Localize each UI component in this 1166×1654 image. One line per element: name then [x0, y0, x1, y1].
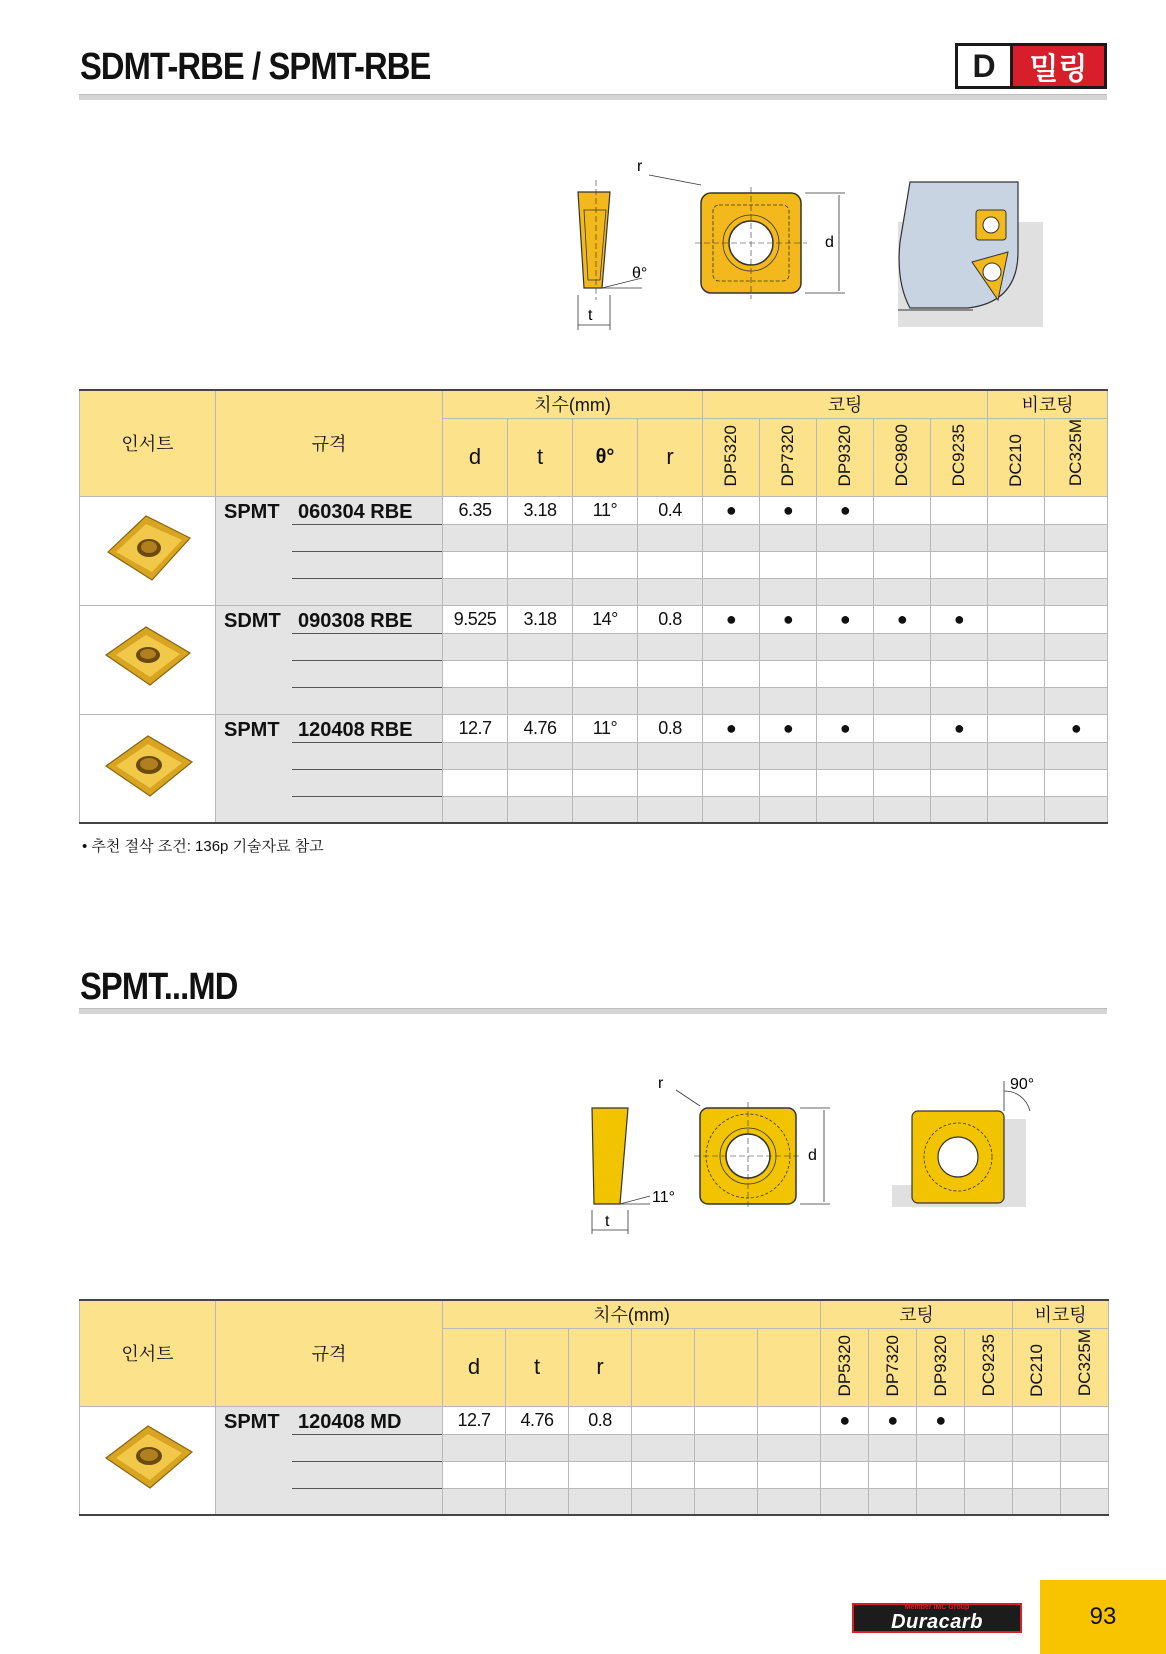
header-coated: 코팅: [821, 1300, 1013, 1328]
value-r: 0.8: [638, 714, 703, 742]
table-row: [80, 1406, 1109, 1434]
grade-dc9800: ●: [874, 605, 931, 633]
value-theta: 11°: [573, 496, 638, 524]
insert-side-view-diagram: [560, 180, 670, 340]
grade-dc210: [988, 714, 1045, 742]
grade-dc9235: [931, 496, 988, 524]
insert-top-view-diagram: [637, 155, 855, 300]
spec-table-rbe: [79, 389, 1108, 824]
header-t: t: [508, 418, 573, 496]
header-d: d: [443, 418, 508, 496]
value-d: 6.35: [443, 496, 508, 524]
header-dims: 치수(mm): [443, 1300, 821, 1328]
insert-image-sdmt-090308: [80, 605, 216, 714]
value-t: 4.76: [508, 714, 573, 742]
header-r: r: [638, 418, 703, 496]
grade-dc325m: [1061, 1406, 1109, 1434]
header-spec: 규격: [216, 390, 443, 496]
spec-code-row1: SPMT 060304 RBE: [216, 496, 443, 605]
spec-code-row3: SPMT 120408 RBE: [216, 714, 443, 823]
header-empty: [695, 1328, 758, 1406]
header-r: r: [569, 1328, 632, 1406]
table-row: [80, 714, 1108, 742]
table-row: [80, 605, 1108, 633]
grade-dc325m: [1045, 496, 1108, 524]
grade-dp7320: ●: [760, 496, 817, 524]
header-grade-dc9235: DC9235: [965, 1328, 1013, 1406]
grade-dc9800: [874, 714, 931, 742]
header-grade-dc325m: DC325M: [1045, 418, 1108, 496]
grade-dc210: [1013, 1406, 1061, 1434]
grade-dc9235: ●: [931, 605, 988, 633]
spec-code-row2: SDMT 090308 RBE: [216, 605, 443, 714]
header-grade-dp5320: DP5320: [703, 418, 760, 496]
insert-md-application-diagram: [890, 1075, 1035, 1235]
label-t: t: [588, 307, 593, 324]
grade-dc325m: [1045, 605, 1108, 633]
value-d: 12.7: [443, 1406, 506, 1434]
section2-rule: [79, 1008, 1107, 1014]
value-t: 3.18: [508, 605, 573, 633]
label-t: t: [605, 1213, 610, 1230]
grade-dp7320: ●: [869, 1406, 917, 1434]
value-d: 12.7: [443, 714, 508, 742]
grade-dc325m: ●: [1045, 714, 1108, 742]
grade-dp5320: ●: [703, 496, 760, 524]
header-grade-dp9320: DP9320: [917, 1328, 965, 1406]
value-empty: [758, 1406, 821, 1434]
value-theta: 11°: [573, 714, 638, 742]
label-d: d: [825, 234, 834, 251]
header-grade-dp9320: DP9320: [817, 418, 874, 496]
section2-title: SPMT...MD: [80, 966, 238, 1008]
grade-dc9800: [874, 496, 931, 524]
header-insert: 인서트: [80, 390, 216, 496]
label-angle-11: 11°: [652, 1189, 676, 1206]
duracarb-logo: Member IMC Group Duracarb: [852, 1603, 1022, 1633]
value-r: 0.8: [638, 605, 703, 633]
header-theta: θ°: [573, 418, 638, 496]
milling-logo: [955, 43, 1107, 89]
header-grade-dp7320: DP7320: [760, 418, 817, 496]
grade-dc9235: ●: [931, 714, 988, 742]
grade-dp9320: ●: [817, 496, 874, 524]
grade-dp7320: ●: [760, 605, 817, 633]
value-t: 3.18: [508, 496, 573, 524]
header-d: d: [443, 1328, 506, 1406]
value-theta: 14°: [573, 605, 638, 633]
value-t: 4.76: [506, 1406, 569, 1434]
header-grade-dp5320: DP5320: [821, 1328, 869, 1406]
grade-dp9320: ●: [917, 1406, 965, 1434]
header-grade-dc325m: DC325M: [1061, 1328, 1109, 1406]
footnote: • 추천 절삭 조건: 136p 기술자료 참고: [82, 838, 324, 855]
header-empty: [758, 1328, 821, 1406]
section1-title: SDMT-RBE / SPMT-RBE: [80, 46, 431, 88]
grade-dp5320: ●: [703, 605, 760, 633]
grade-dc9235: [965, 1406, 1013, 1434]
spec-table-md: [79, 1299, 1109, 1516]
header-coated: 코팅: [703, 390, 988, 418]
grade-dp5320: ●: [703, 714, 760, 742]
header-grade-dc210: DC210: [1013, 1328, 1061, 1406]
insert-image-spmt-120408-md: [80, 1406, 216, 1515]
value-r: 0.8: [569, 1406, 632, 1434]
grade-dp7320: ●: [760, 714, 817, 742]
grade-dc210: [988, 605, 1045, 633]
header-grade-dc9800: DC9800: [874, 418, 931, 496]
header-grade-dc210: DC210: [988, 418, 1045, 496]
grade-dp9320: ●: [817, 605, 874, 633]
section1-rule: [79, 94, 1107, 100]
logo-name: 밀링: [1013, 46, 1104, 86]
value-empty: [632, 1406, 695, 1434]
label-r: r: [637, 158, 643, 175]
header-uncoated: 비코팅: [1013, 1300, 1109, 1328]
header-empty: [632, 1328, 695, 1406]
grade-dp9320: ●: [817, 714, 874, 742]
value-r: 0.4: [638, 496, 703, 524]
header-spec: 규격: [216, 1300, 443, 1406]
header-uncoated: 비코팅: [988, 390, 1108, 418]
insert-image-spmt-060304: [80, 496, 216, 605]
header-insert: 인서트: [80, 1300, 216, 1406]
label-angle-90: 90°: [1010, 1076, 1035, 1093]
logo-mark: D: [958, 46, 1010, 86]
table-row: [80, 496, 1108, 524]
label-theta: θ°: [632, 265, 648, 282]
grade-dc210: [988, 496, 1045, 524]
label-r: r: [658, 1075, 664, 1092]
label-d: d: [808, 1147, 817, 1164]
header-grade-dp7320: DP7320: [869, 1328, 917, 1406]
header-t: t: [506, 1328, 569, 1406]
grade-dp5320: ●: [821, 1406, 869, 1434]
page-number: 93: [1040, 1580, 1166, 1654]
value-d: 9.525: [443, 605, 508, 633]
cutter-application-diagram: [898, 182, 1043, 327]
insert-image-spmt-120408: [80, 714, 216, 823]
spec-code-md: SPMT 120408 MD: [216, 1406, 443, 1515]
header-grade-dc9235: DC9235: [931, 418, 988, 496]
header-dims: 치수(mm): [443, 390, 703, 418]
value-empty: [695, 1406, 758, 1434]
